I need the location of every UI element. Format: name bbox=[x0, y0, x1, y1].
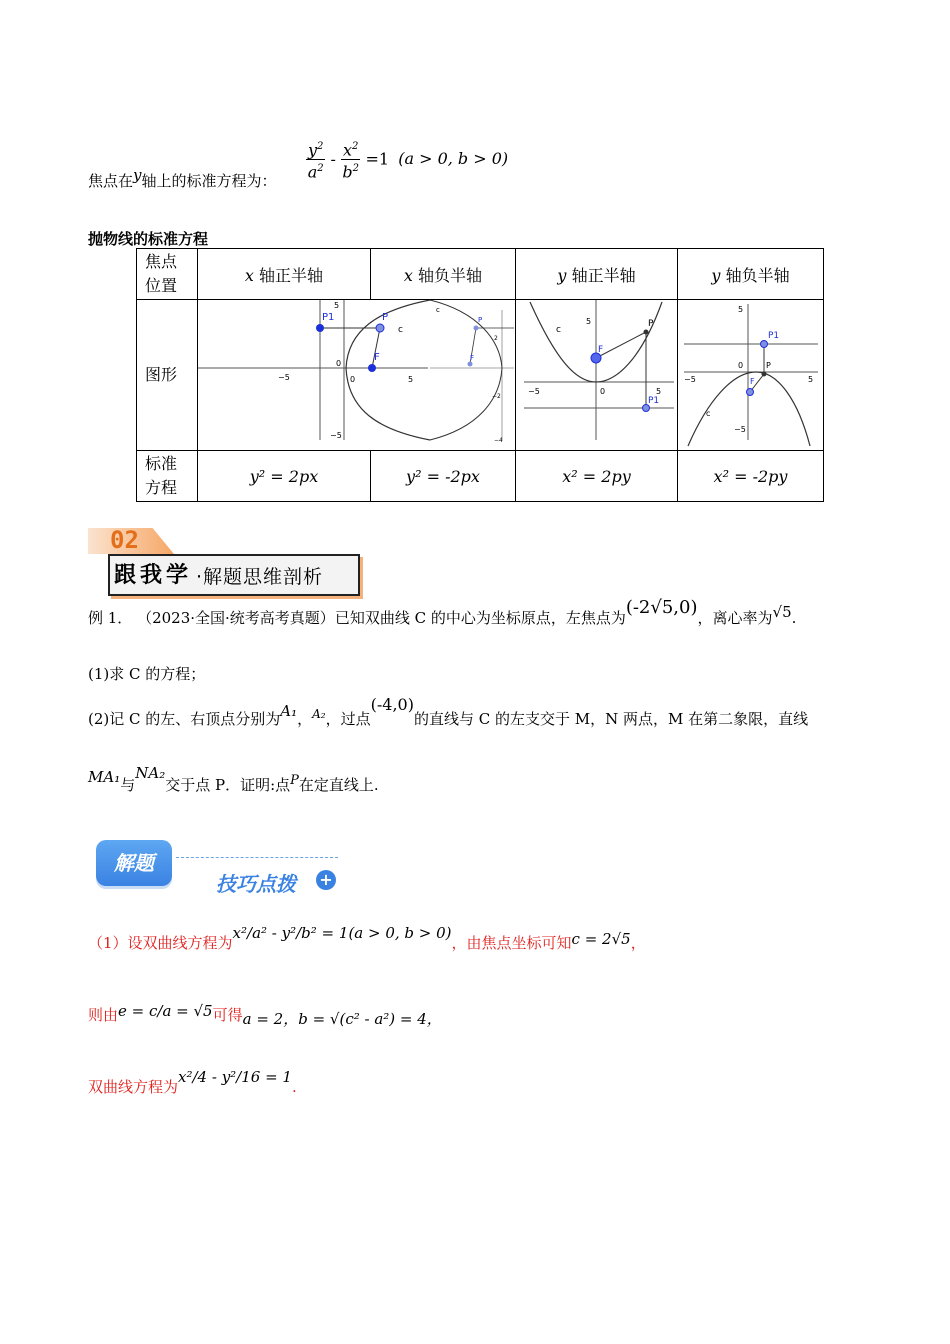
equation-1: y² = 2px bbox=[198, 451, 371, 502]
row-figure-label: 图形 bbox=[137, 300, 198, 451]
parabola-curve-2 bbox=[430, 300, 502, 440]
question-1: (1)求 C 的方程； bbox=[88, 665, 206, 683]
tick-5-3: 5 bbox=[586, 317, 592, 326]
figure-x-axis bbox=[198, 300, 516, 451]
label-p-3: P bbox=[648, 319, 654, 329]
header-focus-position: 焦点 位置 bbox=[137, 249, 198, 300]
tick-m2: −2 bbox=[492, 393, 501, 400]
tick-5x-4: 5 bbox=[808, 375, 814, 384]
label-f-2: F bbox=[470, 354, 475, 362]
label-p-4: P bbox=[766, 361, 771, 370]
point-f bbox=[368, 364, 376, 372]
tick-m5: −5 bbox=[278, 373, 290, 382]
tip-dash-line bbox=[176, 857, 338, 858]
tick-m5y-4: −5 bbox=[734, 425, 746, 434]
parabola-table bbox=[136, 248, 824, 502]
equation-2: y² = -2px bbox=[371, 451, 516, 502]
label-p: P bbox=[382, 312, 389, 323]
section-banner bbox=[88, 528, 358, 596]
point-p: P bbox=[290, 773, 299, 788]
c-value: c = 2√5 bbox=[571, 930, 631, 948]
label-p1: P1 bbox=[322, 312, 335, 323]
point-p1 bbox=[316, 324, 324, 332]
line-na2: NA₂ bbox=[135, 764, 166, 782]
point-p-4 bbox=[762, 372, 767, 377]
tick-5x-3: 5 bbox=[656, 387, 662, 396]
figure-y-positive bbox=[516, 300, 678, 451]
tip-title: 技巧点拨 bbox=[216, 872, 296, 896]
equation-4: x² = -2py bbox=[678, 451, 824, 502]
focus-coord: (-2√5,0) bbox=[625, 597, 698, 618]
axis-var: y bbox=[133, 166, 142, 184]
tip-badge bbox=[96, 840, 172, 886]
ab-values: a = 2，b = √(c² - a²) = 4， bbox=[242, 1010, 442, 1028]
graph-y-positive bbox=[516, 300, 677, 450]
label-c-3: c bbox=[556, 325, 561, 335]
question-2: (2)记 C 的左、右顶点分别为A₁，$^{A_2}$，过点(-4,0)的直线与 C 的左支交于 M，N 两点，M 在第二象限，直线 bbox=[88, 695, 809, 728]
hyperbola-y-line bbox=[88, 166, 277, 191]
tick-5y: 5 bbox=[334, 301, 340, 310]
hyperbola-equation: $\frac{y^2}{a^2}$ - $\frac{x^2}{b^2}$ =1 (a > 0, b > 0) bbox=[306, 138, 508, 182]
banner-number: 02 bbox=[110, 526, 139, 554]
question-2-cont: MA₁与NA₂交于点 P．证明:点P在定直线上. bbox=[88, 764, 379, 794]
plus-icon: + bbox=[316, 870, 336, 890]
tick-0: 0 bbox=[336, 359, 342, 368]
equation-3: x² = 2py bbox=[516, 451, 678, 502]
label-f-3: F bbox=[598, 345, 604, 355]
tick-5-4: 5 bbox=[738, 305, 744, 314]
solution-step-1: （1）设双曲线方程为x²/a² - y²/b² = 1(a > 0, b > 0)，由焦点坐标可知c = 2√5， bbox=[88, 924, 646, 952]
example-label: 例 1． bbox=[88, 609, 133, 627]
label-p1-3: P1 bbox=[648, 396, 660, 406]
point-p-2 bbox=[474, 326, 479, 331]
banner-subtitle: ·解题思维剖析 bbox=[196, 566, 324, 588]
tick-m5y: −5 bbox=[330, 431, 342, 440]
point-coord: (-4,0) bbox=[370, 695, 414, 714]
tick-m5-3: −5 bbox=[528, 387, 540, 396]
label-p-2: P bbox=[478, 316, 483, 324]
segment-fp-3 bbox=[596, 332, 646, 358]
label-f: F bbox=[374, 352, 380, 363]
header-col-4: y 轴负半轴 bbox=[678, 249, 824, 300]
row-equation-label: 标准 方程 bbox=[137, 451, 198, 502]
label-p1-4: P1 bbox=[768, 331, 780, 341]
vertex-a1: A₁ bbox=[280, 702, 298, 720]
label-c-2: c bbox=[436, 306, 440, 314]
tick-0-4: 0 bbox=[738, 361, 744, 370]
tick-m5-4: −5 bbox=[684, 375, 696, 384]
hyperbola-label: 焦点在 bbox=[88, 172, 134, 190]
point-p bbox=[376, 324, 384, 332]
example-text2: ，离心率为 bbox=[697, 609, 773, 627]
solution-step-2: 则由e = c/a = √5可得a = 2，b = √(c² - a²) = 4， bbox=[88, 1002, 442, 1028]
tick-5: 5 bbox=[408, 375, 414, 384]
tick-2: 2 bbox=[494, 335, 498, 342]
line-ma1: MA₁ bbox=[88, 768, 121, 786]
header-col-1: x 轴正半轴 bbox=[198, 249, 371, 300]
tip-badge-label: 解题 bbox=[114, 851, 154, 875]
final-equation: x²/4 - y²/16 = 1 bbox=[178, 1068, 292, 1086]
point-p1-4 bbox=[761, 341, 768, 348]
hyperbola-label2: 轴上的标准方程为： bbox=[141, 172, 277, 190]
eccentricity: √5 bbox=[772, 603, 792, 621]
point-p-3 bbox=[644, 330, 649, 335]
label-c: c bbox=[398, 325, 403, 335]
eccentricity-eq: e = c/a = √5 bbox=[118, 1002, 213, 1020]
header-col-2: x 轴负半轴 bbox=[371, 249, 516, 300]
tick-0-3: 0 bbox=[600, 387, 606, 396]
label-f-4: F bbox=[750, 377, 755, 386]
graph-x-parabolas bbox=[198, 300, 514, 450]
banner-title: 跟我学 bbox=[114, 563, 193, 588]
label-c-4: c bbox=[706, 409, 711, 418]
point-f-2 bbox=[468, 362, 473, 367]
solution-step-3: 双曲线方程为x²/4 - y²/16 = 1. bbox=[88, 1068, 297, 1096]
header-col-3: y 轴正半轴 bbox=[516, 249, 678, 300]
example-text1: 已知双曲线 C 的中心为坐标原点，左焦点为 bbox=[334, 609, 626, 627]
figure-y-negative bbox=[678, 300, 824, 451]
parabola-title: 抛物线的标准方程 bbox=[88, 230, 209, 248]
example-1: 例 1． （2023·全国·统考高考真题）已知双曲线 C 的中心为坐标原点，左焦点为(-2√5,0)，离心率为√5. bbox=[88, 597, 797, 627]
tick-0b: 0 bbox=[350, 375, 356, 384]
hyperbola-general-eq: x²/a² - y²/b² = 1(a > 0, b > 0) bbox=[232, 924, 452, 942]
point-f-4 bbox=[747, 389, 754, 396]
vertex-a2: A₂ bbox=[312, 707, 326, 721]
tick-m4: −4 bbox=[494, 437, 503, 444]
graph-y-negative bbox=[678, 300, 823, 450]
example-source: （2023·全国·统考高考真题） bbox=[137, 609, 335, 627]
